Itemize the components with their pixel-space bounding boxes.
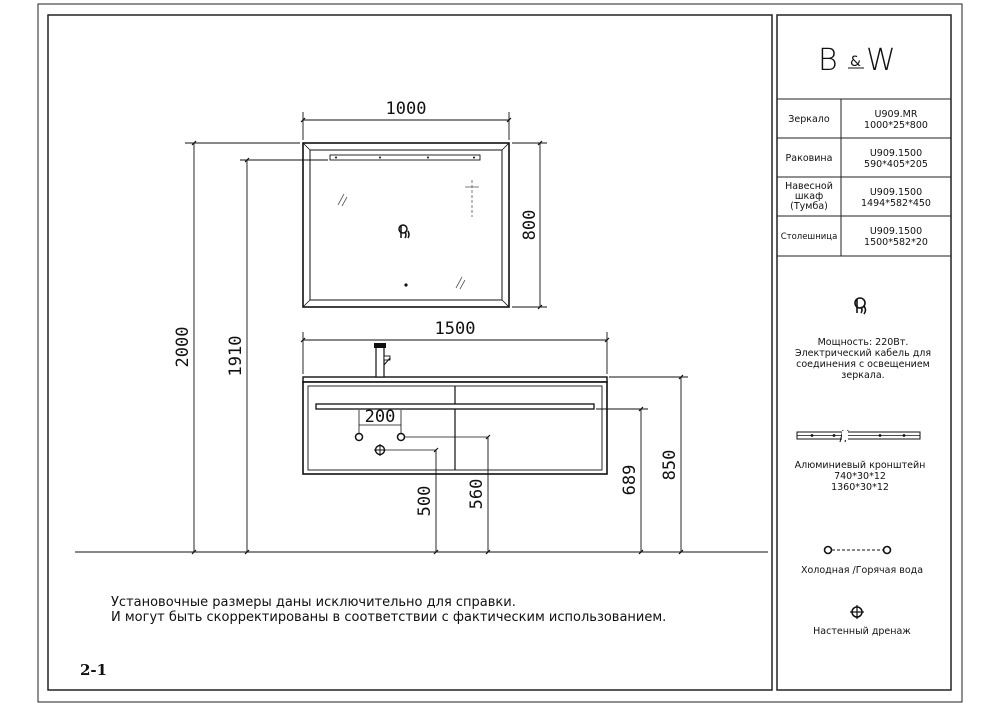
page-number: 2-1 (80, 661, 108, 679)
bracket-icon (797, 430, 920, 442)
legend-power-4: зеркала. (841, 370, 885, 381)
svg-text:W: W (866, 43, 896, 78)
legend-bracket-3: 1360*30*12 (831, 482, 889, 493)
spec-code-countertop: U909.1500 (869, 226, 923, 237)
spec-code-cabinet: U909.1500 (869, 187, 923, 198)
legend-water: Холодная /Горячая вода (800, 565, 924, 576)
vanity-cabinet (303, 377, 607, 474)
spec-size-sink: 590*405*205 (864, 159, 928, 170)
dim-counter-width: 1500 (434, 319, 476, 339)
legend-power-1: Мощность: 220Вт. (817, 337, 909, 348)
drain-icon (850, 605, 864, 619)
dim-total-height: 2000 (173, 326, 193, 368)
touch-icon (855, 298, 866, 314)
legend-bracket-2: 740*30*12 (834, 471, 886, 482)
spec-table (777, 99, 951, 256)
dim-mirror-width: 1000 (385, 99, 427, 119)
spec-code-mirror: U909.MR (874, 109, 918, 120)
svg-text:B: B (818, 43, 838, 78)
dim-mirror-bottom: 1910 (226, 335, 246, 377)
dim-pipe-spacing: 200 (364, 407, 396, 427)
legend-bracket-1: Алюминиевый кронштейн (794, 460, 926, 471)
spec-code-sink: U909.1500 (869, 148, 923, 159)
legend-power-2: Электрический кабель для (794, 348, 932, 359)
dim-cold-hot-height: 500 (415, 485, 435, 517)
water-connection-icon (825, 547, 891, 554)
note-line-1: Установочные размеры даны исключительно для справки. (111, 595, 516, 610)
spec-label-cabinet-3: (Тумба) (790, 201, 828, 212)
brand-logo (818, 43, 896, 78)
faucet (374, 343, 390, 377)
spec-label-countertop: Столешница (780, 232, 838, 242)
note-line-2: И могут быть скорректированы в соответствии с фактическим использованием. (111, 610, 667, 625)
dim-drain-height: 560 (467, 478, 487, 510)
spec-label-cabinet-1: Навесной (785, 181, 833, 192)
svg-text:&: & (850, 54, 861, 70)
spec-label-mirror: Зеркало (788, 114, 830, 125)
spec-label-sink: Раковина (785, 153, 833, 164)
dim-cabinet-top: 850 (660, 449, 680, 481)
spec-size-countertop: 1500*582*20 (864, 237, 928, 248)
spec-size-mirror: 1000*25*800 (864, 120, 928, 131)
spec-size-cabinet: 1494*582*450 (861, 198, 931, 209)
legend-power-3: соединения с освещением (796, 359, 930, 370)
spec-label-cabinet-2: шкаф (794, 191, 824, 202)
mirror (303, 143, 509, 307)
legend-drain: Настенный дренаж (813, 626, 911, 637)
dim-cabinet-bottom: 689 (620, 464, 640, 496)
dim-mirror-height: 800 (520, 209, 540, 241)
